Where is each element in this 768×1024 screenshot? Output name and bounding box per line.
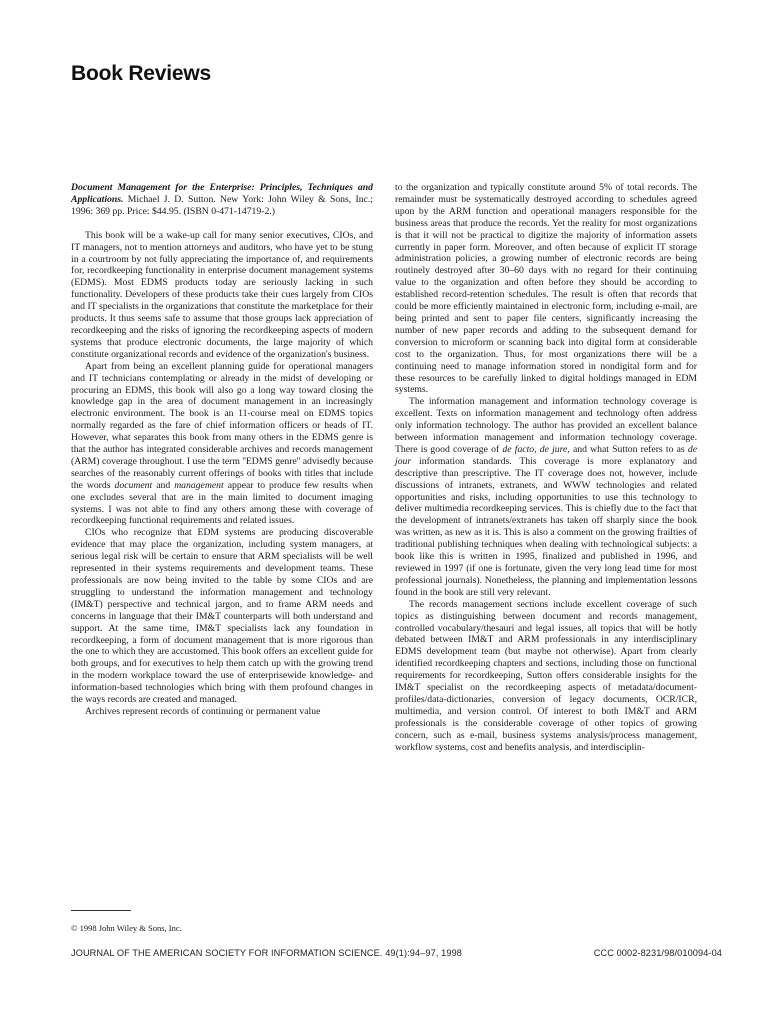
text-run: The information management and information technology coverage is excellent. Texts on information management and technology often address only information technology. The author has provided an excellent balance between information management and information technology coverage. There is good coverage of bbox=[395, 396, 697, 455]
review-header bbox=[71, 182, 373, 218]
paragraph: The records management sections include excellent coverage of such topics as distinguishing between document and records management, controlled vocabulary/thesauri and legal issues, all topics that will be hotly debated between IM&T and ARM professionals in any interdisciplinary EDMS development team (but maybe not otherwise). Apart from clearly identified recordkeeping chapters and sections, including those on functional requirements for recordkeeping, Sutton offers considerable insights for the IM&T specialist on the recordkeeping aspects of metadata/document-profiles/data-dictionaries, conversion of legacy documents, OCR/ICR, multimedia, and version control. Of interest to both IM&T and ARM professionals is the considerable coverage of other topics of growing concern, such as e-mail, business systems analysis/process management, workflow systems, cost and benefits analysis, and interdisciplin- bbox=[395, 598, 697, 753]
text-run: Apart from being an excellent planning guide for operational managers and IT technicians contemplating or already in the midst of developing or procuring an EDMS, this book will also go a long way toward closing the knowledge gap in the area of document management in an increasingly electronic environment. The book is an 11-course meal on EDMS topics normally regarded as the fare of chief information officers or heads of IT. However, what separates this book from many others in the EDMS genre is that the author has integrated considerable archives and records management (ARM) coverage throughout. I use the term ''EDMS genre'' advisedly because searches of the reasonably current offerings of books with titles that include the words bbox=[71, 360, 373, 491]
paragraph: CIOs who recognize that EDM systems are producing discoverable evidence that may place the organization, including system managers, at serious legal risk will be certain to ensure that ARM specialists will be well represented in their systems requirements and development teams. These professionals are now being invited to the table by some CIOs and are struggling to understand the information management and technology (IM&T) perspective and technical jargon, and to frame ARM needs and concerns in language that their IM&T counterparts will both understand and support. At the same time, IM&T specialists lack any foundation in recordkeeping, a form of document management that is more rigorous than the one to which they are accustomed. This book offers an excellent guide for both groups, and for executives to help them catch up with the growing trend in the modern workplace toward the use of enterprisewide knowledge- and information-based technologies which bring with them profound changes in the ways records are created and managed. bbox=[71, 527, 373, 706]
journal-citation: JOURNAL OF THE AMERICAN SOCIETY FOR INFORMATION SCIENCE. 49(1):94–97, 1998 bbox=[71, 948, 462, 958]
left-column bbox=[71, 182, 373, 902]
ccc-code: CCC 0002-8231/98/010094-04 bbox=[593, 948, 722, 958]
text-run: and bbox=[156, 479, 171, 491]
paragraph bbox=[395, 396, 697, 598]
running-footer bbox=[71, 948, 722, 958]
footnote-rule bbox=[71, 910, 131, 911]
book-title: Document Management for the Enterprise: Principles, Techniques and Applications. bbox=[71, 182, 373, 205]
paragraph: This book will be a wake-up call for many senior executives, CIOs, and IT managers, not to mention attorneys and auditors, who have yet to be stung in a courtroom by not fully appreciating the importance of, and requirements for, recordkeeping functionality in enterprise document management systems (EDMS). Most EDMS products today are seriously lacking in such functionality. Developers of these products take their cues largely from CIOs and IT specialists in the organizations that constitute the marketplace for their products. It thus seems safe to assume that those groups lack appreciation of recordkeeping and the risks of ignoring the recordkeeping aspects of modern systems that produce electronic documents, the large majority of which constitute organizational records and evidence of the organization's business. bbox=[71, 229, 373, 360]
paragraph: Archives represent records of continuing or permanent value bbox=[85, 705, 321, 717]
paragraph: to the organization and typically constitute around 5% of total records. The remainder must be systematically destroyed according to schedules agreed upon by the ARM function and operational managers responsible for the business areas that produce the records. Yet the reality for most organizations is that it will not be practical to digitize the majority of information assets currently in paper form. Moreover, and often because of explicit IT storage administration policies, a growing number of electronic records are being routinely destroyed after 30–60 days with no regard for their continuing value to the organization and often before they should be according to established record-retention schedules. The result is often that records that could be more efficiently maintained in electronic form, including e-mail, are being printed and sent to paper file centers, significantly increasing the number of new paper records and adding to the subsequent demand for conversion to microform or scanning back into digital form at considerable cost to the organization. Thus, for most organizations there will be a continuing need to manage information stored in nondigital form and for these resources to be carefully linked to digital holdings managed in EDM systems. bbox=[395, 182, 697, 396]
book-citation: Michael J. D. Sutton. New York: John Wiley & Sons, Inc.; 1996: 369 pp. Price: $44.95. (ISBN 0-471-14719-2.) bbox=[71, 193, 373, 217]
emphasis: de facto, de jure, bbox=[502, 443, 570, 455]
text-run: information standards. This coverage is more explanatory and descriptive than prescriptive. The IT coverage does not, however, include discussions of intranets, extranets, and WWW technologies and related opportunities and risks, including opportunities to use this technology to deliver multimedia recordkeeping services. This is chiefly due to the fact that the development of intranets/extranets has taken off sharply since the book was written, as new as it is. This is also a comment on the growing frailties of traditional publishing techniques when dealing with technological subjects: a book like this is written in 1995, finalized and published in 1996, and reviewed in 1997 (if one is fortunate, given the very long lead time for most professional journals). Nonetheless, the planning and implementation lessons found in the book are still very relevant. bbox=[395, 455, 697, 598]
copyright-footnote bbox=[71, 910, 373, 936]
emphasis: management bbox=[174, 479, 224, 491]
emphasis: document bbox=[114, 479, 153, 491]
text-run: and what Sutton refers to as bbox=[572, 443, 685, 455]
paragraph bbox=[71, 361, 373, 528]
section-title: Book Reviews bbox=[71, 62, 211, 85]
emphasis: de jour bbox=[395, 443, 698, 467]
text-run: appear to produce few results when one excludes several that are in the main limited to document imaging systems. I was not able to find any others among these with coverage of recordkeeping functional requirements and related issues. bbox=[71, 479, 374, 527]
right-column bbox=[395, 182, 697, 912]
copyright-text: © 1998 John Wiley & Sons, Inc. bbox=[71, 923, 182, 933]
